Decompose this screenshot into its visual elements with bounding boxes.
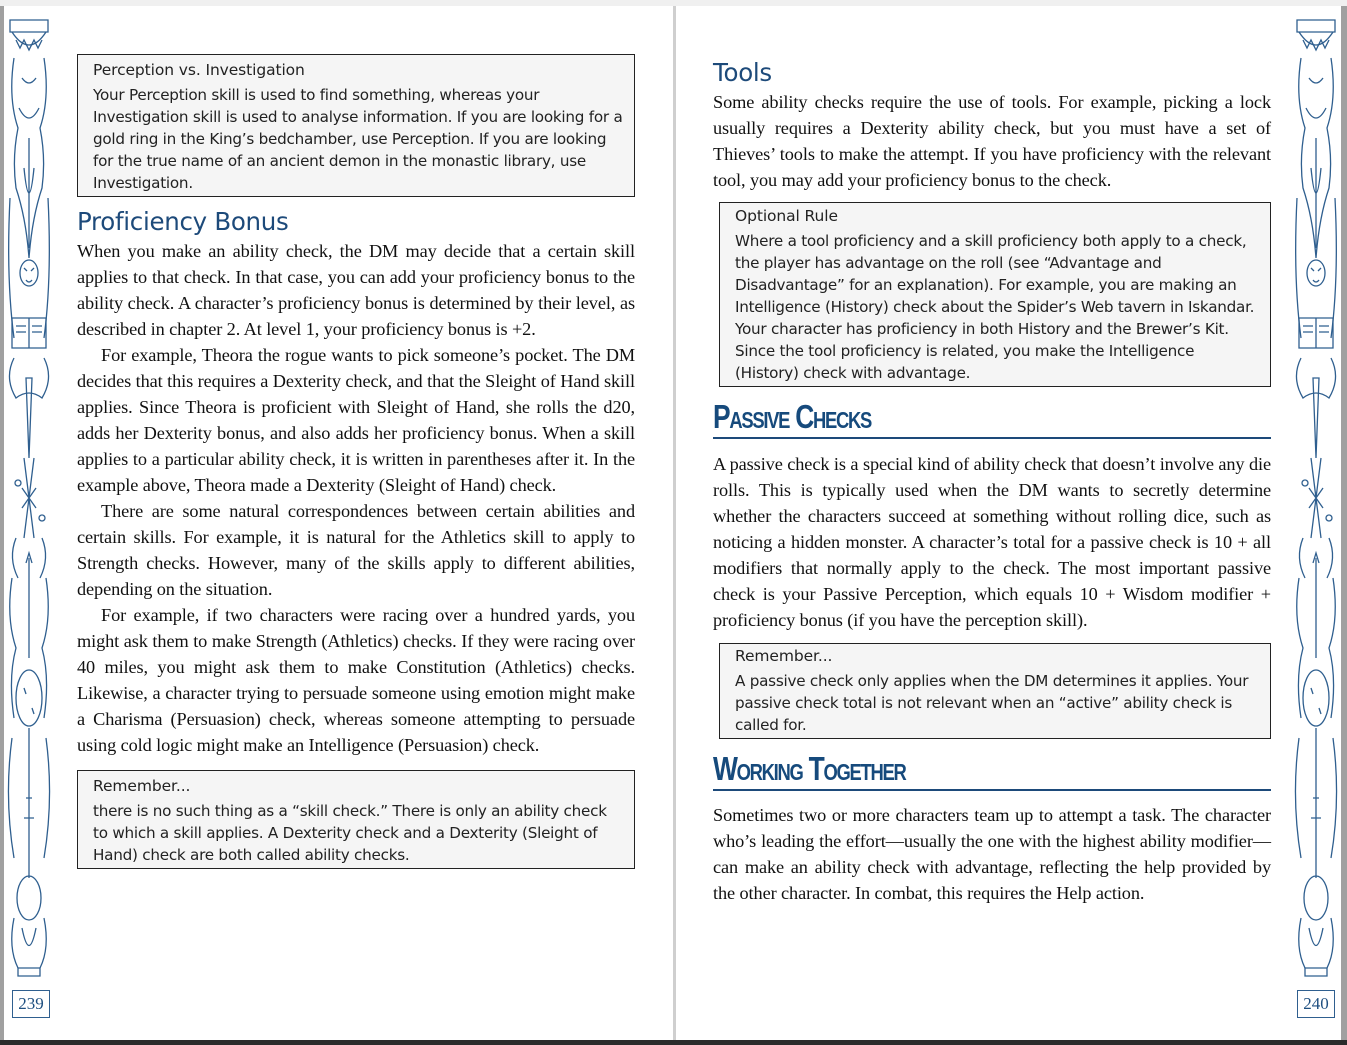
- sidebar-remember: [77, 770, 635, 869]
- page-number: 239: [12, 990, 50, 1018]
- paragraph: For example, if two characters were racing over a hundred yards, you might ask them to make Strength (Athletics) checks. If they were racing over 40 miles, you might ask them to make Constitution (Athletics) checks. Likewise, a character trying to persuade someone using emotion might make a Charisma (Persuasion) check, whereas someone attempting to persuade using cold logic might make an Intelligence (Persuasion) check.: [77, 605, 635, 755]
- chapter-heading-working-together: Working Together: [713, 750, 906, 787]
- sidebar-title: Optional Rule: [735, 207, 838, 225]
- sidebar-optional-rule: [719, 202, 1271, 387]
- section-heading-proficiency-bonus: Proficiency Bonus: [77, 207, 289, 236]
- paragraph: For example, Theora the rogue wants to pick someone’s pocket. The DM decides that this requires a Dexterity check, and that the Sleight of Hand skill applies. Since Theora is proficient with Sleight of Hand, she rolls the d20, adds her Dexterity bonus, and also adds her proficiency bonus. When a skill applies to a particular ability check, it is written in parentheses after it. In the example above, Theora made a Dexterity (Sleight of Hand) check.: [77, 345, 635, 495]
- page-number: 240: [1297, 990, 1335, 1018]
- page-240: [676, 6, 1341, 1040]
- sidebar-title: Perception vs. Investigation: [93, 61, 305, 79]
- sidebar-title: Remember...: [93, 777, 191, 795]
- sidebar-title: Remember...: [735, 647, 833, 665]
- sidebar-body: there is no such thing as a “skill check.” There is only an ability check to which a skill applies. A Dexterity check and a Dexterity (Sleight of Hand) check are both called ability checks.: [93, 802, 607, 864]
- heading-rule: [713, 789, 1271, 791]
- chapter-heading-passive-checks: Passive Checks: [713, 398, 871, 435]
- sidebar-body: Your Perception skill is used to find something, whereas your Investigation skill is used to analyse information. If you are looking for a gold ring in the King’s bedchamber, use Perception. If you are looking for the true name of an ancient demon in the monastic library, use Investigation.: [93, 86, 623, 192]
- viewer-right-scrollbar[interactable]: [1341, 6, 1347, 1040]
- section-heading-tools: Tools: [713, 58, 772, 87]
- heading-rule: [713, 437, 1271, 439]
- paragraph: Sometimes two or more characters team up to attempt a task. The character who’s leading the effort—usually the one with the highest ability modifier—can make an ability check with advantage, reflecting the help provided by the other character. In combat, this requires the Help action.: [713, 805, 1271, 903]
- paragraph: Some ability checks require the use of tools. For example, picking a lock usually requires a Dexterity ability check, but you must have a set of Thieves’ tools to make the attempt. If you have proficiency with the relevant tool, you may add your proficiency bonus to the check.: [713, 92, 1271, 190]
- right-page-content: [713, 54, 1271, 906]
- viewer-bottom-bar: [0, 1040, 1347, 1045]
- paragraph: There are some natural correspondences between certain abilities and certain skills. For example, it is natural for the Athletics skill to apply to Strength checks. However, many of the skills apply to different abilities, depending on the situation.: [77, 501, 635, 599]
- left-page-content: [77, 54, 635, 869]
- sidebar-perception-vs-investigation: [77, 54, 635, 197]
- paragraph: When you make an ability check, the DM may decide that a certain skill applies to that check. In that case, you can add your proficiency bonus to the ability check. A character’s proficiency bonus is determined by their level, as described in chapter 2. At level 1, your proficiency bonus is +2.: [77, 241, 635, 339]
- page-239: [4, 6, 673, 1040]
- sidebar-remember: [719, 643, 1271, 739]
- sidebar-body: Where a tool proficiency and a skill proficiency both apply to a check, the player has advantage on the roll (see “Advantage and Disadvantage” for an explanation). For example, you are making an Intelligence (History) check about the Spider’s Web tavern in Iskandar. Your character has proficiency in both History and the Brewer’s Kit. Since the tool proficiency is related, you make the Intelligence (History) check with advantage.: [735, 232, 1255, 382]
- sidebar-body: A passive check only applies when the DM determines it applies. Your passive check total is not relevant when an “active” ability check is called for.: [735, 672, 1249, 734]
- ornamental-pillar-border-icon: [4, 18, 54, 1030]
- paragraph: A passive check is a special kind of ability check that doesn’t involve any die rolls. This is typically used when the DM wants to secretly determine whether the characters succeed at something without rolling dice, such as noticing a hidden monster. A character’s total for a passive check is 10 + all modifiers that normally apply to the check. The most important passive check is your Passive Perception, which equals 10 + Wisdom modifier + proficiency bonus (if you have the perception skill).: [713, 454, 1271, 630]
- ornamental-pillar-border-icon: [1291, 18, 1341, 1030]
